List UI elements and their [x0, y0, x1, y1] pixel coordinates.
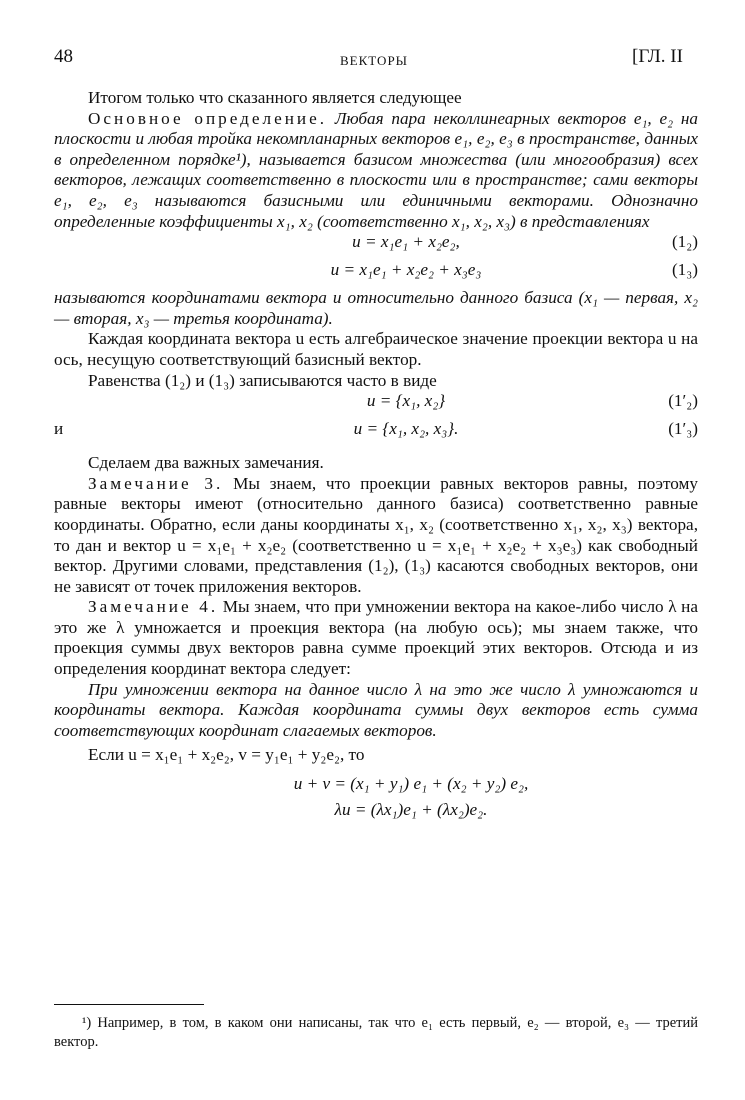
equation-intro: Равенства (1₂) и (1₃) записываются часто в виде: [88, 370, 437, 390]
if-line: Если u = x₁e₁ + x₂e₂, v = y₁e₁ + y₂e₂, то: [88, 745, 365, 765]
equation-4: u = {x₁, x₂, x₃}.: [353, 419, 459, 439]
equation-2-row: [54, 260, 698, 288]
equation-4-label: (1′₃): [668, 419, 698, 439]
equation-3-label: (1′₂): [668, 391, 698, 411]
remark-3-text: Мы знаем, что проекции равных векторов равны, поэтому равные векторы имеют (относительно данного базиса) соответственно равные координаты. Обратно, если даны координаты x₁, x₂ (соответственно x₁, x₂, x₃) вектора, то дан и вектор u = x₁e₁ + x₂e₂ (соответственно u = x₁e₁ + x₂e₂ + x₃e₃) как свободный вектор. Другими словами, представления (1₂), (1₃) касаются свободных векторов, они не зависят от точек приложения векторов.: [54, 473, 698, 596]
definition-text: Любая пара неколлинеарных векторов e₁, e₂ на плоскости и любая тройка некомпланарных векторов e₁, e₂, e₃ в пространстве, данных в определенном порядке¹), называется базисом множества (или многообразия) всех векторов, лежащих соответственно в плоскости или в пространстве; сами векторы e₁, e₂, e₃ называются базисными или единичными векторами. Однозначно определенные коэффициенты x₁, x₂ (соответственно x₁, x₂, x₃) в представлениях: [54, 108, 698, 231]
equation-2-label: (1₃): [671, 260, 698, 280]
equation-1: u = x₁e₁ + x₂e₂,: [352, 232, 460, 252]
chapter-label: [ГЛ. II: [632, 46, 683, 67]
remark-4-text: Мы знаем, что при умножении вектора на какое-либо число λ на это же λ умножается и проекция вектора (на любую ось); мы знаем также, что проекция суммы двух векторов равна сумме проекций этих векторов. Отсюда и из определения координат вектора следует:: [54, 597, 699, 679]
definition-label: Основное определение.: [88, 108, 328, 128]
intro-line: Итогом только что сказанного является следующее: [88, 88, 462, 107]
remarks-intro: Сделаем два важных замечания.: [88, 453, 324, 473]
remark-4-label: Замечание 4.: [88, 597, 219, 617]
equation-4-row: [54, 419, 698, 447]
equation-3-row: [54, 391, 698, 419]
equation-1-label: (1₂): [671, 232, 698, 252]
page-number: 48: [54, 46, 73, 67]
rule-paragraph: При умножении вектора на данное число λ на это же число λ умножаются и координаты вектора. Каждая координата суммы двух векторов есть сумма соответствующих координат слагаемых векторов.: [54, 679, 698, 740]
projection-paragraph: Каждая координата вектора u есть алгебраическое значение проекции вектора u на ось, несущую соответствующий базисный вектор.: [54, 329, 698, 369]
remark-4-paragraph: [54, 597, 698, 679]
equation-2: u = x₁e₁ + x₂e₂ + x₃e₃: [330, 260, 482, 280]
equation-5: u + v = (x₁ + y₁) e₁ + (x₂ + y₂) e₂,: [293, 774, 529, 794]
equation-3: u = {x₁, x₂}: [366, 391, 446, 411]
remark-3-paragraph: [54, 474, 698, 598]
footnote: ¹) Например, в том, в каком они написаны, так что e₁ есть первый, e₂ — второй, e₃ — третий вектор.: [54, 1015, 698, 1050]
remark-3-label: Замечание 3.: [88, 473, 224, 493]
equation-1-row: [54, 232, 698, 260]
footnote-rule: [54, 1004, 204, 1005]
coordinates-paragraph: называются координатами вектора u относительно данного базиса (x₁ — первая, x₂ — вторая, x₃ — третья координата).: [54, 288, 698, 328]
page-body: [54, 88, 698, 826]
conjunction-and: и: [54, 419, 64, 439]
equation-6: λu = (λx₁)e₁ + (λx₂)e₂.: [334, 800, 488, 820]
running-title: ВЕКТОРЫ: [340, 53, 409, 68]
definition-paragraph: [54, 109, 698, 233]
